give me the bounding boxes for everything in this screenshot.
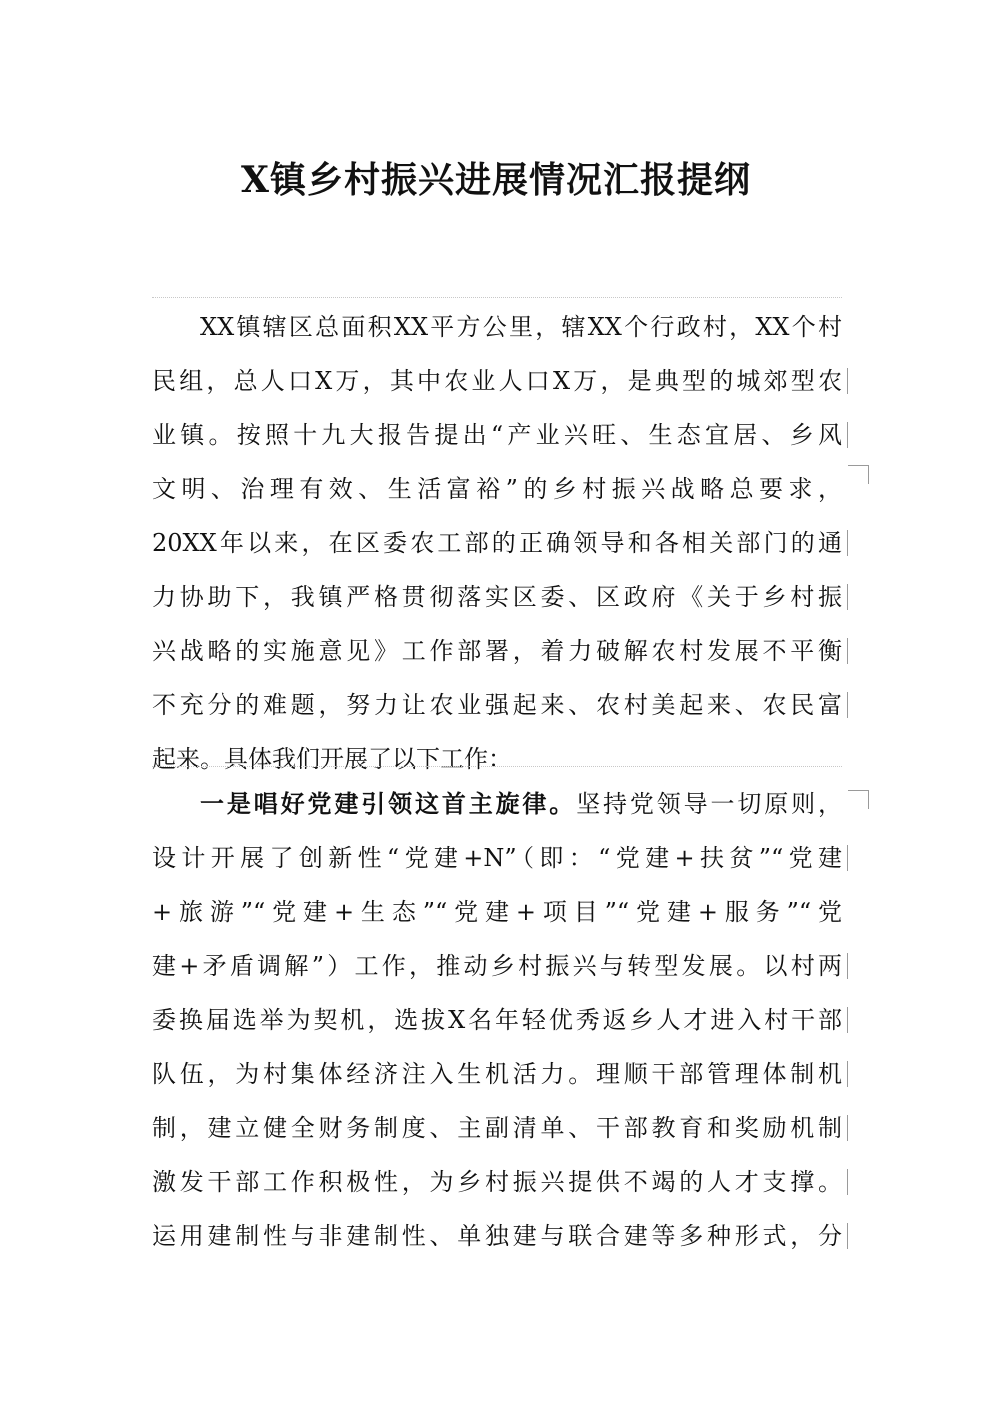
document-title: X镇乡村振兴进展情况汇报提纲 [241, 159, 751, 201]
paragraph-line: 起来。具体我们开展了以下工作： [152, 745, 512, 773]
paragraph-line [152, 777, 842, 831]
paragraph-line: 激发干部工作积极性，为乡村振兴提供不竭的人才支撑。 [152, 1155, 842, 1209]
paragraph-line: 民组，总人口X万，其中农业人口X万，是典型的城郊型农 [152, 354, 842, 408]
paragraph-line: 制，建立健全财务制度、主副清单、干部教育和奖励机制 [152, 1101, 842, 1155]
paragraph-line: 文明、治理有效、生活富裕”的乡村振兴战略总要求， [152, 475, 842, 503]
paragraph-line: 力协助下，我镇严格贯彻落实区委、区政府《关于乡村振 [152, 570, 842, 624]
paragraph-line-rest: 坚持党领导一切原则， [576, 790, 843, 818]
paragraph-line: 运用建制性与非建制性、单独建与联合建等多种形式，分 [152, 1209, 842, 1263]
paragraph-party-building [152, 777, 842, 1263]
paragraph-line: 队伍，为村集体经济注入生机活力。理顺干部管理体制机 [152, 1047, 842, 1101]
paragraph-line: 兴战略的实施意见》工作部署，着力破解农村发展不平衡 [152, 624, 842, 678]
paragraph-line: 不充分的难题，努力让农业强起来、农村美起来、农民富 [152, 678, 842, 732]
line-end-marker [848, 465, 869, 484]
paragraph-boundary-top [152, 297, 842, 298]
line-end-marker [848, 790, 869, 809]
paragraph-line: +旅游”“党建+生态”“党建+项目”“党建+服务”“党 [152, 898, 842, 926]
paragraph-intro [152, 300, 842, 786]
paragraph-line: 业镇。按照十九大报告提出“产业兴旺、生态宜居、乡风 [152, 408, 842, 462]
paragraph-line: XX镇辖区总面积XX平方公里，辖XX个行政村，XX个村 [200, 313, 842, 341]
paragraph-line: 20XX年以来，在区委农工部的正确领导和各相关部门的通 [152, 516, 842, 570]
paragraph-line: 设计开展了创新性“党建+N”（即：“党建+扶贫”“党建 [152, 831, 842, 885]
paragraph-boundary-bottom [152, 766, 842, 767]
paragraph-lead-heading: 一是唱好党建引领这首主旋律。 [200, 789, 577, 818]
paragraph-line: 委换届选举为契机，选拔X名年轻优秀返乡人才进入村干部 [152, 993, 842, 1047]
paragraph-line: 建+矛盾调解”）工作，推动乡村振兴与转型发展。以村两 [152, 939, 842, 993]
